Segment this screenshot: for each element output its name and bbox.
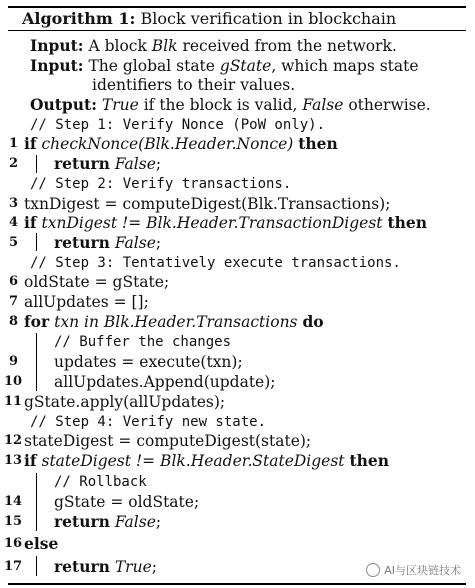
wechat-icon: [366, 563, 380, 577]
code-line-3: txnDigest = computeDigest(Blk.Transactions);: [24, 195, 391, 213]
code-line-5: return False;: [54, 233, 162, 252]
line-number-13: 13: [4, 453, 23, 468]
for-block-bar: [36, 333, 37, 391]
line-number-15: 15: [4, 514, 23, 529]
line-number-9: 9: [8, 354, 18, 369]
comment-step1: // Step 1: Verify Nonce (PoW only).: [30, 117, 326, 133]
if1-block-bar: [36, 155, 37, 173]
comment-buffer: // Buffer the changes: [54, 334, 232, 350]
comment-rollback: // Rollback: [54, 474, 147, 490]
comment-step4: // Step 4: Verify new state.: [30, 414, 267, 430]
code-line-8: for txn in Blk.Header.Transactions do: [24, 312, 324, 331]
title-rule: [8, 30, 466, 31]
code-line-4: if txnDigest != Blk.Header.TransactionDigest then: [24, 213, 428, 232]
line-number-10: 10: [4, 374, 23, 389]
code-line-6: oldState = gState;: [24, 273, 170, 291]
code-line-16: else: [24, 534, 59, 553]
code-line-9: updates = execute(txn);: [54, 353, 243, 371]
code-line-12: stateDigest = computeDigest(state);: [24, 432, 312, 450]
code-line-11: gState.apply(allUpdates);: [24, 393, 226, 411]
line-number-4: 4: [8, 215, 18, 230]
line-number-17: 17: [4, 559, 23, 574]
code-line-2: return False;: [54, 154, 162, 173]
code-line-10: allUpdates.Append(update);: [54, 373, 276, 391]
bottom-rule: [8, 583, 466, 585]
comment-step2: // Step 2: Verify transactions.: [30, 176, 292, 192]
line-number-14: 14: [4, 494, 23, 509]
algorithm-label: Algorithm 1:: [22, 9, 136, 28]
code-line-14: gState = oldState;: [54, 493, 200, 511]
input-line-1: Input: A block Blk received from the network.: [30, 36, 397, 55]
line-number-1: 1: [8, 136, 18, 151]
top-rule: [8, 6, 466, 8]
code-line-17: return True;: [54, 557, 157, 576]
watermark: [366, 562, 461, 578]
code-line-1: if checkNonce(Blk.Header.Nonce) then: [24, 134, 338, 153]
line-number-2: 2: [8, 156, 18, 171]
code-line-7: allUpdates = [];: [24, 293, 149, 311]
line-number-11: 11: [4, 394, 23, 409]
code-line-13: if stateDigest != Blk.Header.StateDigest then: [24, 451, 390, 470]
line-number-5: 5: [8, 235, 18, 250]
line-number-7: 7: [8, 294, 18, 309]
comment-step3: // Step 3: Tentatively execute transactions.: [30, 255, 401, 271]
output-line: Output: True if the block is valid, False otherwise.: [30, 95, 431, 114]
if3-block-bar: [36, 473, 37, 531]
watermark-text: AI与区块链技术: [384, 564, 461, 577]
line-number-3: 3: [8, 196, 18, 211]
algorithm-name: Block verification in blockchain: [140, 9, 397, 28]
input-line-2: Input: The global state gState, which maps state: [30, 56, 419, 75]
if2-block-bar: [36, 233, 37, 251]
algorithm-title: [22, 9, 396, 28]
code-line-15: return False;: [54, 512, 162, 531]
line-number-16: 16: [4, 536, 23, 551]
line-number-6: 6: [8, 274, 18, 289]
else-block-bar: [36, 556, 37, 576]
input-line-2-cont: identifiers to their values.: [92, 76, 296, 94]
line-number-8: 8: [8, 314, 18, 329]
line-number-12: 12: [4, 433, 23, 448]
